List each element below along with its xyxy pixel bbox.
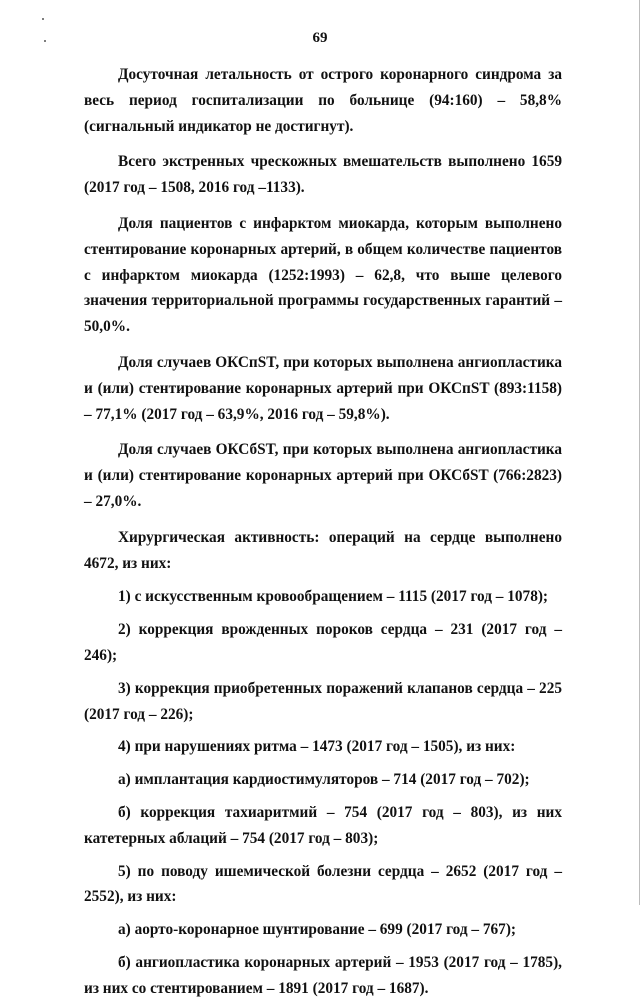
document-body bbox=[84, 62, 562, 1002]
list-item-1: 1) с искусственным кровообращением – 1115 (2017 год – 1078); bbox=[118, 588, 549, 606]
paragraph-stenting-mi: Доля пациентов с инфарктом миокарда, которым выполнено стентирование коронарных артерий, в общем количестве пациентов с инфарктом миокарда (1252:1993) – 62,8, что выше целевого значения территориальной программы государственных гарантий – 50,0%. bbox=[84, 214, 562, 336]
paragraph-lethality: Досуточная летальность от острого коронарного синдрома за весь период госпитализации по больнице (94:160) – 58,8% (сигнальный индикатор не достигнут). bbox=[84, 66, 562, 135]
paragraph-surgery: Хирургическая активность: операций на сердце выполнено 4672, из них: bbox=[84, 528, 562, 572]
list-item-2: 2) коррекция врожденных пороков сердца – 231 (2017 год – 246); bbox=[84, 621, 562, 664]
page-number: 69 bbox=[312, 30, 328, 46]
list-item-3: 3) коррекция приобретенных поражений клапанов сердца – 225 (2017 год – 226); bbox=[84, 679, 562, 723]
list-item-4b: б) коррекция тахиаритмий – 754 (2017 год – 803), из них катетерных аблаций – 754 (2017 год – 803); bbox=[84, 803, 562, 847]
paragraph-pci-total: Всего экстренных чрескожных вмешательств выполнено 1659 (2017 год – 1508, 2016 год –1133). bbox=[84, 153, 562, 197]
paragraph-oks-pst: Доля случаев ОКСпST, при которых выполнена ангиопластика и (или) стентирование коронарных артерий при ОКСпST (893:1158) – 77,1% (2017 год – 63,9%, 2016 год – 59,8%). bbox=[84, 353, 562, 423]
list-item-5: 5) по поводу ишемической болезни сердца – 2652 (2017 год – 2552), из них: bbox=[84, 862, 562, 906]
list-item-4a: а) имплантация кардиостимуляторов – 714 (2017 год – 702); bbox=[118, 771, 530, 789]
list-item-5b: б) ангиопластика коронарных артерий – 1953 (2017 год – 1785), из них со стентированием – 1891 (2017 год – 1687). bbox=[84, 953, 562, 997]
list-item-5a: а) аорто-коронарное шунтирование – 699 (2017 год – 767); bbox=[118, 921, 517, 939]
paragraph-oks-bst: Доля случаев ОКСбST, при которых выполнена ангиопластика и (или) стентирование коронарных артерий при ОКСбST (766:2823) – 27,0%. bbox=[84, 441, 562, 510]
list-item-4: 4) при нарушениях ритма – 1473 (2017 год – 1505), из них: bbox=[118, 738, 516, 756]
scan-speck bbox=[42, 18, 44, 20]
